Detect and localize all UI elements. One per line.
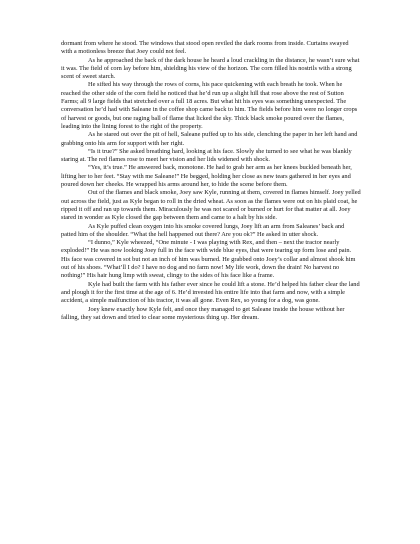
paragraph-continued: dormant from where he stood. The windows that stood open reviled the dark rooms from inside. Curtains swayed with a motionless breeze that Joey could not feel. [61, 40, 349, 56]
paragraph: Kyle had built the farm with his father ever since he could lift a stone. He’d helped his father clear the land and plough it for the first time at the age of 6. He’d invested his entire life into that farm and now, with a simple accident, a simple malfunction of his tractor, it was all gone. Even Rex, so young for a dog, was gone. [61, 280, 360, 305]
paragraph: As he approached the back of the dark house he heard a loud crackling in the distance, he wasn’t sure what it was. The field of corn lay before him, shielding his view of the horizon. The corn filled his nostrils with a strong scent of sweet starch. [61, 56, 360, 81]
paragraph: “Is it true?” She asked breathing hard, looking at his face. Slowly she turned to see what he was blankly staring at. The red flames rose to meet her vision and her lids widened with shock. [61, 147, 352, 164]
paragraph: He sifted his way through the rows of corns, his pace quickening with each breath he took. When he reached the other side of the corn field he noticed that he’d run up a slight hill that rose above the rest of Sutton Farms; all 9 large fields that stretched over a full 18 acres. But what hit his eyes was something unexpected. The conversation he’d had with Saleane in the coffee shop came back to him. The fields before him were no longer crops of harvest or goods, but one raging ball of flame that licked the sky. Thick black smoke poured over the flames, leading into the lining forest to the right of the property. [61, 81, 358, 130]
paragraph: Joey knew exactly how Kyle felt, and once they managed to get Saleane inside the house without her falling, they sat down and tried to clear some mysterious thing up. Her dream. [61, 305, 345, 321]
document-page [61, 40, 361, 322]
paragraph: As Kyle puffed clean oxygen into his smoke covered lungs, Joey lift an arm from Saleanes’ back and patted him of the shoulder. “What the hell happened out there? Are you ok?” He asked in utter shock. [61, 222, 345, 238]
paragraph: “Yes, it’s true.” He answered back, monotone. He had to grab her arm as her knees buckled beneath her, lifting her to her feet. “Stay with me Saleane!” He begged, holding her close as new tears gathered in her eyes and poured down her cheeks. He wrapped his arms around her, to hide the scene before them. [61, 164, 352, 189]
paragraph: “I dunno,” Kyle wheezed, “One minute - I was playing with Rex, and then – next the tractor nearly exploded!” He was now looking Joey full in the face with wide blue eyes, that were tearing up form lose and pain. His face was covered in sot but not an inch of him was burned. He grabbed onto Joey’s collar and almost shook him out of his shoes. “What’ll I do? I have no dog and no farm now! My life work, down the drain! No harvest no nothing!” His hair hung limp with sweat, clingy to the sides of his face like a frame. [61, 239, 356, 280]
paragraph: As he stared out over the pit of hell, Saleane puffed up to his side, clenching the paper in her left hand and grabbing onto his arm for support with her right. [61, 131, 358, 147]
paragraph: Out of the flames and black smoke, Joey saw Kyle, running at them, covered in flames himself. Joey yelled out across the field, just as Kyle began to roll in the dried wheat. As soon as the flames were out on his plaid coat, he ripped it off and ran up towards them. Miraculously he was not scared or burned or hurt for that matter at all. Joey stared in wonder as Kyle closed the gap between them and came to a halt by his side. [61, 189, 361, 222]
